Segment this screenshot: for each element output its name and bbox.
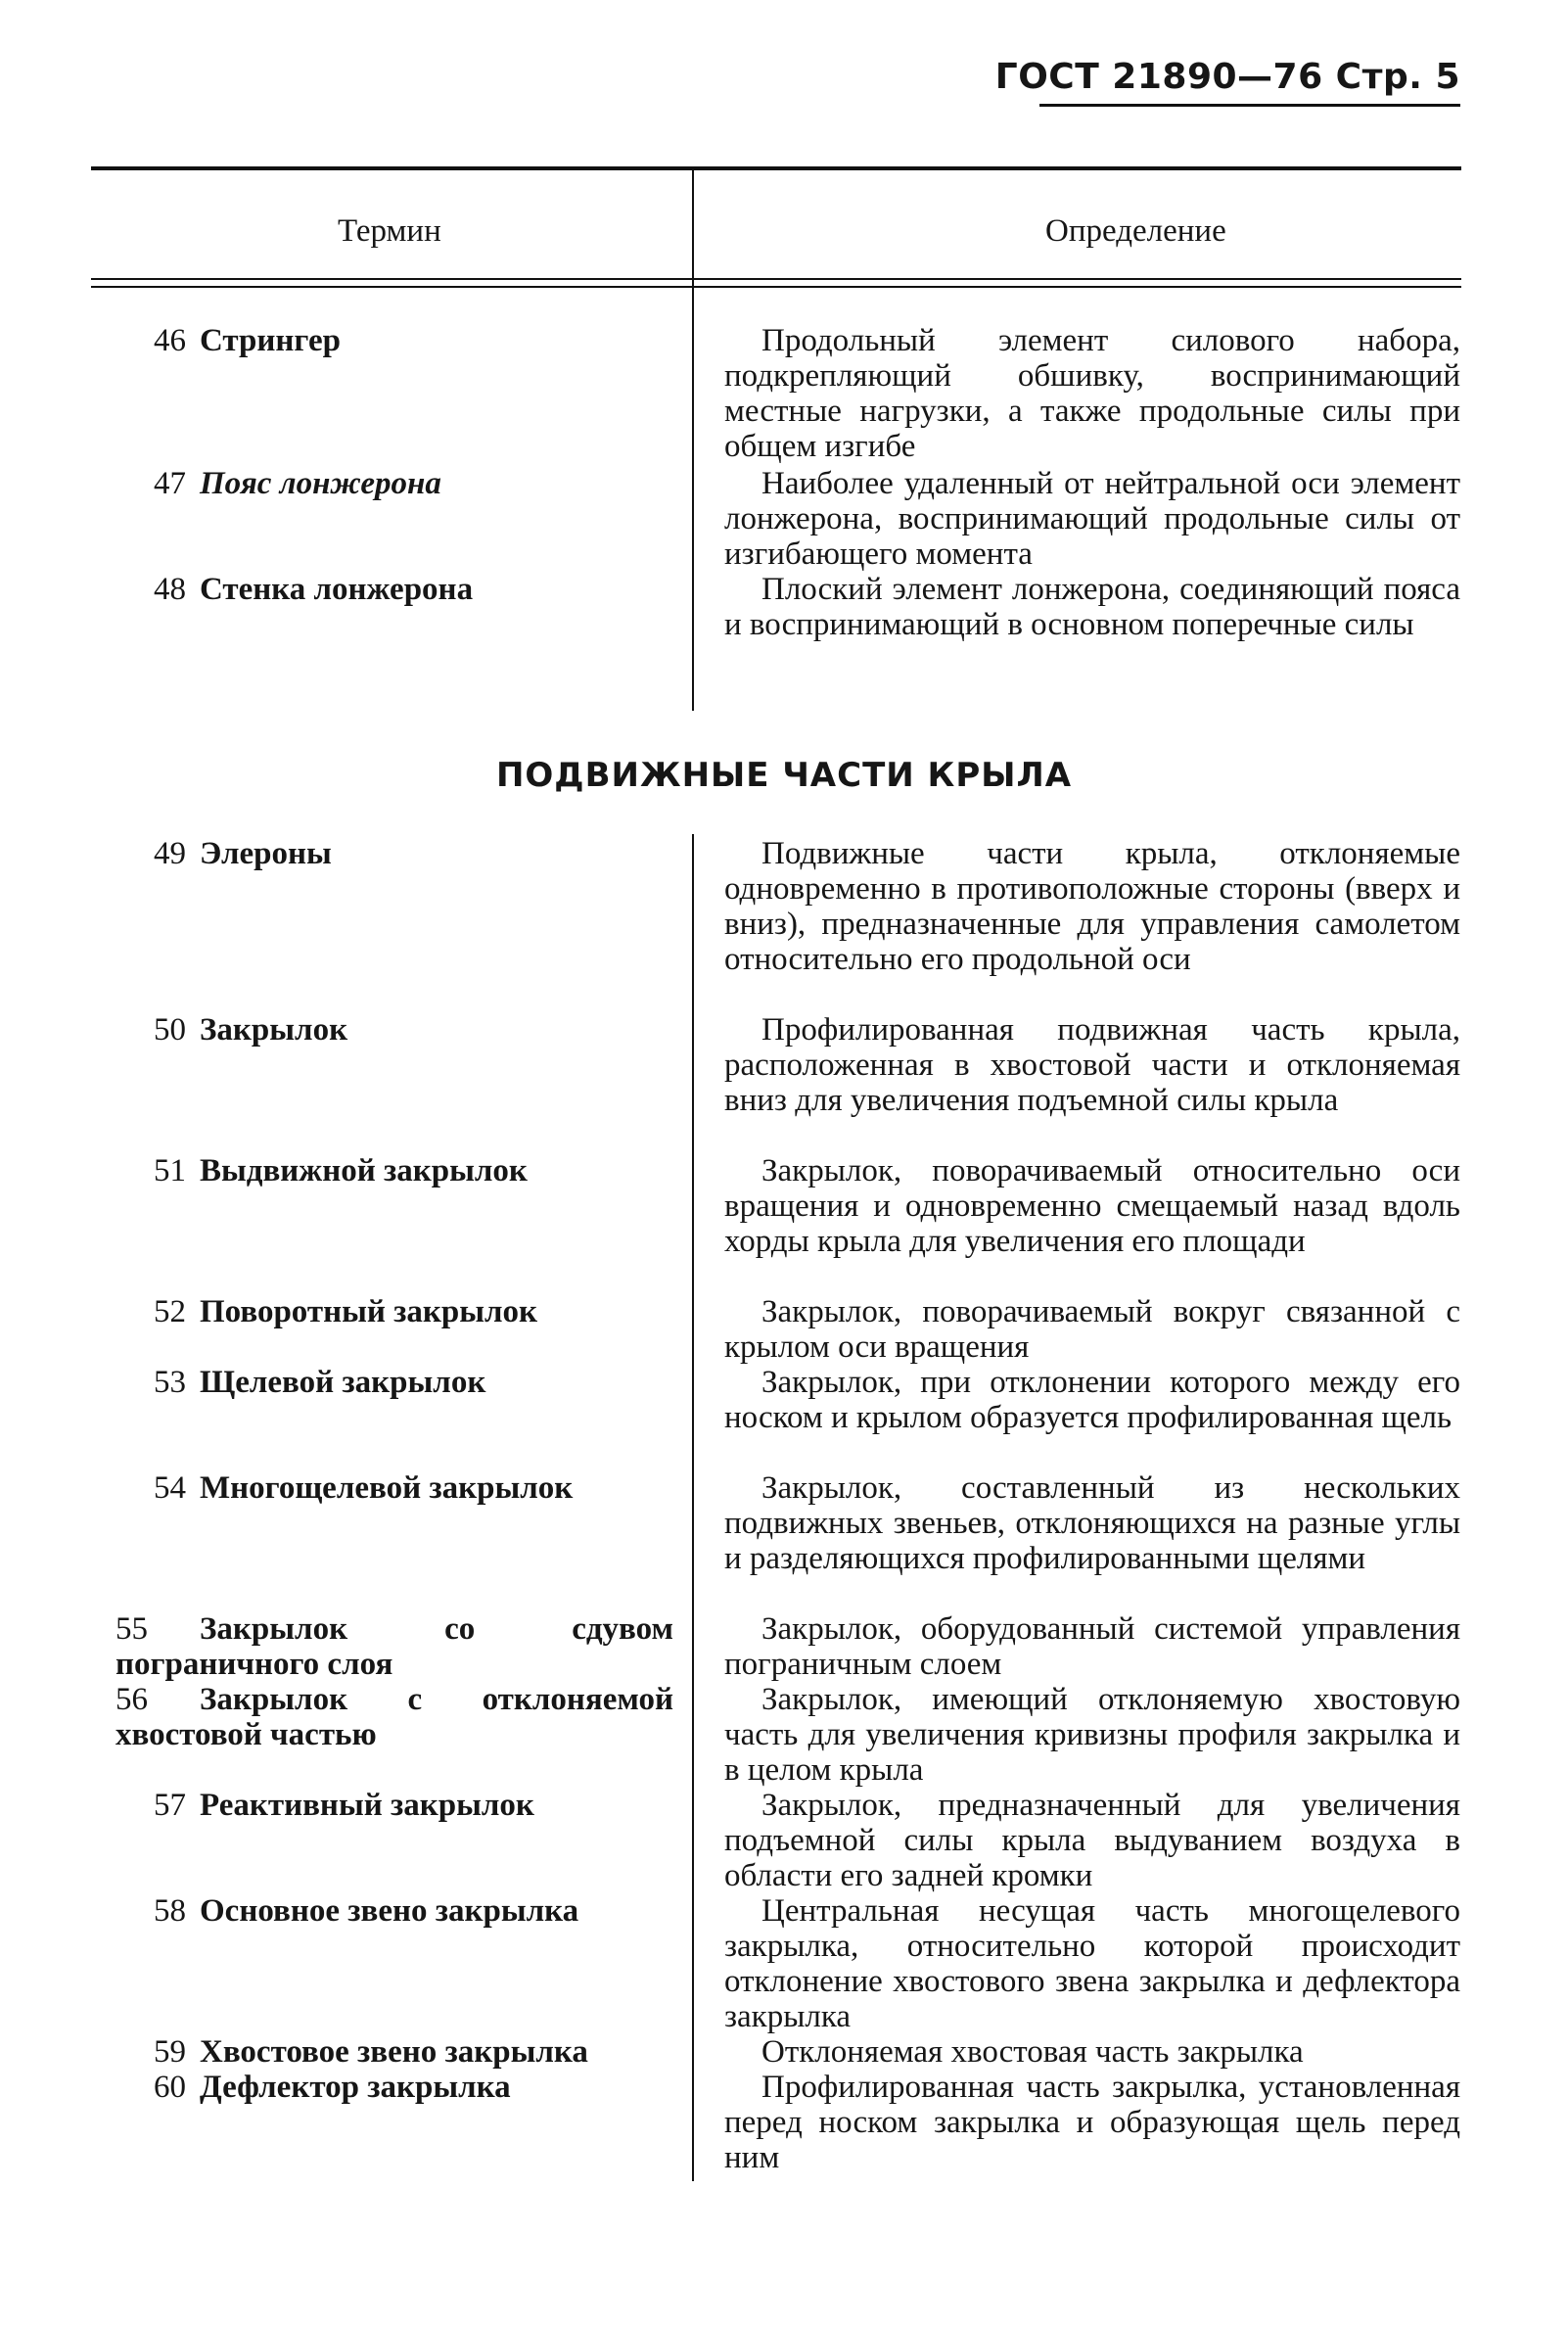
term-name: Дефлектор закрылка [200, 2070, 511, 2105]
term-row [115, 466, 673, 501]
definition-text: Профилированная подвижная часть крыла, расположенная в хвостовой части и отклоняемая вниз для увеличения подъемной силы крыла [724, 1012, 1460, 1118]
definition-text: Центральная несущая часть многощелевого закрылка, относительно которой происходит отклонение хвостового звена закрылка и дефлектора закрылка [724, 1893, 1460, 2034]
definition-text: Подвижные части крыла, отклоняемые одновременно в противоположные стороны (вверх и вниз), предназначенные для управления самолетом относительно его продольной оси [724, 836, 1460, 977]
term-row [115, 572, 673, 607]
term-name: Основное звено закрылка [200, 1893, 579, 1929]
definition-text: Закрылок, оборудованный системой управления пограничным слоем [724, 1611, 1460, 1682]
term-number: 58 [154, 1893, 186, 1929]
term-number: 57 [154, 1788, 186, 1823]
term-row [115, 1611, 673, 1682]
term-name: Многощелевой закрылок [200, 1470, 574, 1506]
definition-text: Плоский элемент лонжерона, соединяющий пояса и воспринимающий в основном поперечные силы [724, 572, 1460, 642]
term-name: Закрылок с отклоняемой хвостовой частью [115, 1682, 673, 1752]
term-number: 46 [154, 323, 186, 358]
term-number: 50 [154, 1012, 186, 1048]
definition-text: Закрылок, поворачиваемый относительно оси вращения и одновременно смещаемый назад вдоль хорды крыла для увеличения его площади [724, 1153, 1460, 1259]
term-name: Поворотный закрылок [200, 1294, 538, 1329]
term-row [115, 1682, 673, 1752]
term-row [115, 1153, 673, 1188]
term-number: 55 [115, 1611, 148, 1647]
definition-text: Закрылок, при отклонении которого между его носком и крылом образуется профилированная щель [724, 1365, 1460, 1435]
term-row [115, 836, 673, 871]
term-row [115, 323, 673, 358]
definition-text: Продольный элемент силового набора, подкрепляющий обшивку, воспринимающий местные нагрузки, а также продольные силы при общем изгибе [724, 323, 1460, 464]
table-header-rule-2 [91, 286, 1461, 288]
definition-text: Закрылок, составленный из нескольких подвижных звеньев, отклоняющихся на разные углы и разделяющихся профилированными щелями [724, 1470, 1460, 1576]
term-row [115, 1788, 673, 1823]
term-number: 49 [154, 836, 186, 871]
table-header-rule-1 [91, 278, 1461, 280]
term-number: 47 [154, 466, 186, 501]
term-name: Элероны [200, 836, 332, 871]
term-row [115, 1470, 673, 1506]
term-number: 54 [154, 1470, 186, 1506]
definition-text: Закрылок, предназначенный для увеличения подъемной силы крыла выдуванием воздуха в области его задней кромки [724, 1788, 1460, 1893]
term-row [115, 1893, 673, 1929]
term-row [115, 1012, 673, 1048]
term-name: Закрылок [200, 1012, 348, 1048]
column-divider-bottom [692, 834, 694, 2181]
definition-text: Наиболее удаленный от нейтральной оси элемент лонжерона, воспринимающий продольные силы от изгибающего момента [724, 466, 1460, 572]
term-row [115, 2034, 673, 2070]
term-number: 52 [154, 1294, 186, 1329]
term-name: Стрингер [200, 323, 341, 358]
term-name: Реактивный закрылок [200, 1788, 534, 1823]
term-number: 60 [154, 2070, 186, 2105]
definition-text: Закрылок, поворачиваемый вокруг связанной с крылом оси вращения [724, 1294, 1460, 1365]
term-number: 48 [154, 572, 186, 607]
term-row [115, 1294, 673, 1329]
term-name: Хвостовое звено закрылка [200, 2034, 588, 2070]
column-divider-top [692, 170, 694, 711]
term-row [115, 2070, 673, 2105]
term-name: Закрылок со сдувом пограничного слоя [115, 1611, 673, 1682]
page-header: ГОСТ 21890—76 Стр. 5 [994, 57, 1460, 97]
term-name: Стенка лонжерона [200, 572, 474, 607]
definition-text: Профилированная часть закрылка, установленная перед носком закрылка и образующая щель перед ним [724, 2070, 1460, 2175]
term-number: 56 [115, 1682, 148, 1717]
term-name: Выдвижной закрылок [200, 1153, 528, 1188]
header-rule [1039, 104, 1460, 107]
term-name: Щелевой закрылок [200, 1365, 486, 1400]
term-row [115, 1365, 673, 1400]
column-header-term: Термин [338, 213, 441, 249]
definition-text: Закрылок, имеющий отклоняемую хвостовую часть для увеличения кривизны профиля закрылка и в целом крыла [724, 1682, 1460, 1788]
term-number: 51 [154, 1153, 186, 1188]
section-title: ПОДВИЖНЫЕ ЧАСТИ КРЫЛА [495, 756, 1073, 795]
column-header-definition: Определение [1045, 213, 1226, 249]
definition-text: Отклоняемая хвостовая часть закрылка [761, 2034, 1304, 2070]
term-number: 53 [154, 1365, 186, 1400]
table-top-rule [91, 166, 1461, 170]
term-number: 59 [154, 2034, 186, 2070]
term-name: Пояс лонжерона [200, 466, 441, 501]
